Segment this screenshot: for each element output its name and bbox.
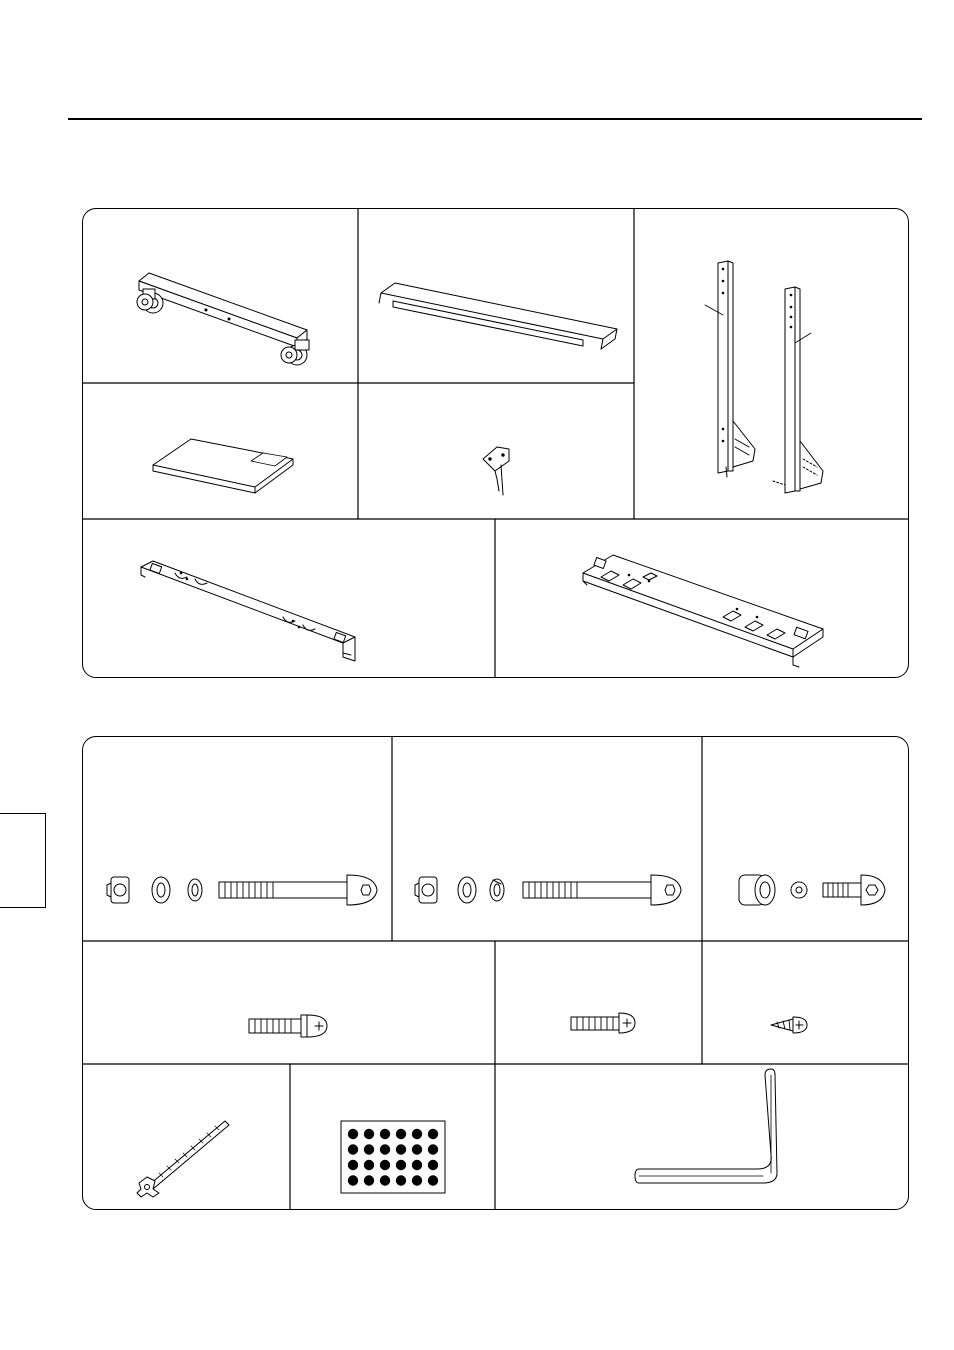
sticker-dot [364, 1144, 374, 1154]
tapping-screw-icon [771, 1017, 807, 1033]
caster-base-bar-icon [137, 273, 309, 365]
top-cover-channel-icon [379, 283, 617, 349]
sticker-dot [396, 1144, 406, 1154]
sticker-dot [348, 1129, 358, 1139]
hardware-panel [82, 736, 909, 1210]
long-bolt-nut-washers-icon [107, 875, 377, 905]
sticker-dot [396, 1160, 406, 1170]
pan-head-screw-icon [571, 1013, 635, 1033]
section-side-tab [0, 813, 46, 908]
sticker-dot [396, 1129, 406, 1139]
sticker-dot [348, 1144, 358, 1154]
dot-sticker-sheet-icon [341, 1121, 445, 1193]
hardware-drawing [83, 737, 909, 1210]
sticker-dot [348, 1175, 358, 1185]
sticker-dot [380, 1175, 390, 1185]
hex-key-icon [635, 1069, 777, 1183]
header-rule [68, 118, 922, 120]
sticker-dot [380, 1160, 390, 1170]
sticker-dot [412, 1175, 422, 1185]
upright-columns-icon [705, 261, 823, 493]
sticker-dot [348, 1160, 358, 1170]
sticker-dot [428, 1175, 438, 1185]
washer-head-screw-icon [249, 1015, 327, 1037]
sticker-dot [380, 1129, 390, 1139]
parts-panel [82, 208, 909, 678]
upper-crossbar-icon [583, 555, 823, 667]
parts-drawing [83, 209, 909, 678]
sticker-dot [428, 1129, 438, 1139]
cable-tie-icon [137, 1121, 229, 1197]
sticker-dot [412, 1129, 422, 1139]
long-bolt-nut-split-washer-icon [415, 875, 681, 905]
small-bracket-icon [483, 447, 509, 495]
sticker-dot [364, 1160, 374, 1170]
sticker-dot [412, 1160, 422, 1170]
shelf-plate-icon [153, 439, 293, 493]
sticker-dot [380, 1144, 390, 1154]
sticker-dot [412, 1144, 422, 1154]
lower-crossbar-icon [141, 561, 355, 661]
sticker-dot [428, 1144, 438, 1154]
spacer-lockwasher-hex-bolt-icon [739, 875, 885, 905]
sticker-dot [396, 1175, 406, 1185]
sticker-dot [364, 1129, 374, 1139]
sticker-dot [428, 1160, 438, 1170]
sticker-dot [364, 1175, 374, 1185]
